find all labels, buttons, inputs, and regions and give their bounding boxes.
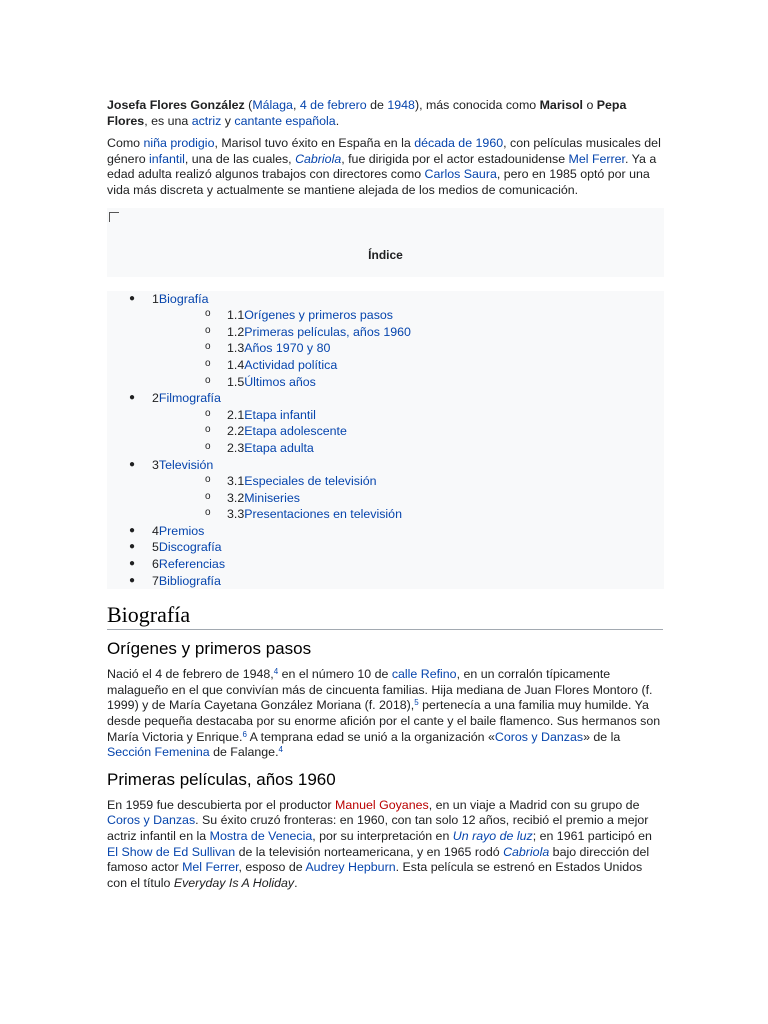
- bullet-icon: ●: [129, 524, 136, 536]
- toc-link[interactable]: Presentaciones en televisión: [244, 507, 402, 522]
- link-carlos-saura[interactable]: Carlos Saura: [424, 167, 497, 182]
- link-decada-1960[interactable]: década de 1960: [414, 136, 504, 151]
- toc-number: 4: [152, 523, 159, 538]
- circle-bullet-icon: o: [205, 424, 211, 436]
- subject-name: Josefa Flores González: [107, 98, 245, 112]
- alias-pepa-flores: Pepa Flores: [107, 98, 627, 128]
- toc-link[interactable]: Primeras películas, años 1960: [244, 324, 411, 339]
- toc-number: 3.1: [227, 474, 245, 489]
- toc-link[interactable]: Referencias: [158, 557, 226, 572]
- link-coros-y-danzas-2[interactable]: Coros y Danzas: [107, 813, 196, 828]
- toc-link[interactable]: Especiales de televisión: [244, 474, 377, 489]
- circle-bullet-icon: o: [205, 440, 211, 452]
- toc-item-5[interactable]: [107, 539, 664, 556]
- reference-marker[interactable]: 6: [242, 729, 247, 739]
- article-content: [107, 98, 663, 898]
- reference-marker[interactable]: 4: [278, 745, 283, 755]
- link-un-rayo-de-luz[interactable]: Un rayo de luz: [452, 829, 533, 843]
- toc-number: 2: [152, 391, 159, 406]
- toc-link[interactable]: Orígenes y primeros pasos: [244, 308, 393, 323]
- toc-item-3-2[interactable]: [107, 490, 664, 507]
- link-mel-ferrer[interactable]: Mel Ferrer: [568, 151, 625, 166]
- intro-paragraph-1: Josefa Flores González (Málaga, 4 de febrero de 1948), más conocida como Marisol o Pepa Flores, es una actriz y cantante española.: [107, 98, 627, 128]
- circle-bullet-icon: o: [205, 474, 211, 486]
- bullet-icon: ●: [129, 574, 136, 586]
- toc-list: [107, 291, 664, 590]
- toc-number: 1.5: [227, 374, 245, 389]
- link-coros-y-danzas[interactable]: Coros y Danzas: [494, 729, 584, 744]
- toc-number: 1.4: [227, 357, 245, 372]
- toc-link[interactable]: Bibliografía: [158, 573, 221, 588]
- link-cabriola-2[interactable]: Cabriola: [503, 844, 550, 859]
- link-seccion-femenina[interactable]: Sección Femenina: [107, 745, 210, 760]
- toc-number: 2.1: [227, 407, 245, 422]
- link-calle-refino[interactable]: calle Refino: [391, 667, 457, 682]
- link-cantante[interactable]: cantante española: [234, 113, 336, 128]
- toc-title: Índice: [368, 247, 403, 262]
- link-cabriola[interactable]: Cabriola: [295, 151, 342, 166]
- toc-number: 7: [152, 573, 159, 588]
- section-heading-primeras-peliculas: Primeras películas, años 1960: [107, 769, 336, 789]
- section-heading-origenes: Orígenes y primeros pasos: [107, 639, 312, 659]
- toc-item-2-1[interactable]: [107, 407, 664, 424]
- circle-bullet-icon: o: [205, 374, 211, 386]
- bullet-icon: ●: [129, 541, 136, 553]
- toc-item-2[interactable]: [107, 390, 664, 407]
- toc-item-7[interactable]: [107, 573, 664, 590]
- toc-link[interactable]: Televisión: [158, 457, 214, 472]
- toc-link[interactable]: Biografía: [158, 291, 209, 306]
- link-nina-prodigio[interactable]: niña prodigio: [143, 136, 215, 151]
- toc-item-4[interactable]: [107, 523, 664, 540]
- toc-item-1[interactable]: [107, 291, 664, 308]
- circle-bullet-icon: o: [205, 324, 211, 336]
- toc-link[interactable]: Premios: [158, 523, 205, 538]
- toc-number: 3: [152, 457, 159, 472]
- toc-number: 3.2: [227, 490, 245, 505]
- toc-number: 1.3: [227, 341, 245, 356]
- toc-item-1-3[interactable]: [107, 340, 664, 357]
- toc-link[interactable]: Miniseries: [244, 490, 301, 505]
- circle-bullet-icon: o: [205, 341, 211, 353]
- link-infantil[interactable]: infantil: [149, 151, 185, 166]
- toc-item-1-5[interactable]: [107, 374, 664, 391]
- reference-marker[interactable]: 5: [414, 698, 419, 708]
- link-mostra-venecia[interactable]: Mostra de Venecia: [209, 829, 313, 843]
- toc-number: 6: [152, 557, 159, 572]
- toc-number: 1: [152, 291, 159, 306]
- bullet-icon: ●: [129, 292, 136, 304]
- toc-link[interactable]: Filmografía: [158, 391, 221, 406]
- toc-link[interactable]: Años 1970 y 80: [244, 341, 331, 356]
- toc-item-2-2[interactable]: [107, 423, 664, 440]
- toc-item-1-2[interactable]: [107, 324, 664, 341]
- circle-bullet-icon: o: [205, 407, 211, 419]
- toc-item-1-4[interactable]: [107, 357, 664, 374]
- toc-item-3-1[interactable]: [107, 473, 664, 490]
- table-of-contents: [107, 208, 664, 590]
- toc-link[interactable]: Actividad política: [244, 357, 338, 372]
- bullet-icon: ●: [129, 558, 136, 570]
- bullet-icon: ●: [129, 458, 136, 470]
- toc-number: 2.3: [227, 440, 245, 455]
- toc-number: 1.2: [227, 324, 245, 339]
- toc-item-2-3[interactable]: [107, 440, 664, 457]
- film-title-english: Everyday Is A Holiday: [173, 875, 295, 890]
- link-malaga[interactable]: Málaga: [252, 98, 293, 112]
- toc-toggle-checkbox-icon[interactable]: [109, 212, 119, 222]
- toc-item-1-1[interactable]: [107, 307, 664, 324]
- circle-bullet-icon: o: [205, 490, 211, 502]
- toc-number: 3.3: [227, 507, 245, 522]
- toc-spacer: [107, 277, 664, 291]
- toc-item-3[interactable]: [107, 457, 664, 474]
- link-actriz[interactable]: actriz: [191, 113, 222, 128]
- circle-bullet-icon: o: [205, 507, 211, 519]
- link-birthdate[interactable]: 4 de febrero: [299, 98, 367, 112]
- link-ed-sullivan[interactable]: El Show de Ed Sullivan: [107, 844, 236, 859]
- toc-item-6[interactable]: [107, 556, 664, 573]
- reference-marker[interactable]: 4: [273, 667, 279, 677]
- toc-link[interactable]: Etapa adolescente: [244, 424, 347, 439]
- toc-link[interactable]: Discografía: [158, 540, 222, 555]
- link-audrey-hepburn[interactable]: Audrey Hepburn: [305, 860, 396, 875]
- toc-number: 2.2: [227, 424, 245, 439]
- toc-number: 1.1: [227, 308, 245, 323]
- link-mel-ferrer-2[interactable]: Mel Ferrer: [182, 860, 239, 875]
- circle-bullet-icon: o: [205, 357, 211, 369]
- intro-paragraph-2: Como niña prodigio, Marisol tuvo éxito en España en la década de 1960, con películas musicales del género infantil, una de las cuales, Cabriola, fue dirigida por el actor estadounidense Mel Ferrer. Ya a edad adulta realizó algunos trabajos con directores como Carlos Saura, pero en 1985 optó por una vida más discreta y actualmente se mantiene alejada de los medios de comunicación.: [107, 136, 661, 197]
- toc-item-3-3[interactable]: [107, 506, 664, 523]
- bullet-icon: ●: [129, 392, 136, 404]
- primeras-peliculas-paragraph: En 1959 fue descubierta por el productor Manuel Goyanes, en un viaje a Madrid con su grupo de Coros y Danzas. Su éxito cruzó fronteras: en 1960, con tan solo 12 años, recibió el premio a mejor actriz infantil en la Mostra de Venecia, por su interpretación en Un rayo de luz; en 1961 participó en El Show de Ed Sullivan de la televisión norteamericana, y en 1965 rodó Cabriola bajo dirección del famoso actor Mel Ferrer, esposo de Audrey Hepburn. Esta película se estrenó en Estados Unidos con el título Everyday Is A Holiday.: [107, 797, 652, 890]
- section-heading-biografia: Biografía: [107, 603, 663, 630]
- toc-link[interactable]: Etapa infantil: [244, 407, 316, 422]
- toc-header: [107, 208, 664, 277]
- toc-link[interactable]: Últimos años: [244, 374, 316, 389]
- circle-bullet-icon: o: [205, 308, 211, 320]
- link-1948[interactable]: 1948: [387, 98, 415, 112]
- toc-link[interactable]: Etapa adulta: [244, 440, 314, 455]
- origenes-paragraph: Nació el 4 de febrero de 1948,$^4$ en el número 10 de calle Refino, en un corralón típicamente malagueño en el que convivían más de cincuenta familias. Hija mediana de Juan Flores Montoro (f. 1999) y de María Cayetana González Moriana (f. 2018),$^5$ pertenecía a una familia muy humilde. Ya desde pequeña destacaba por su enorme afición por el cante y el baile flamenco. Sus hermanos son María Victoria y Enrique.$^6$ A temprana edad se unió a la organización «Coros y Danzas» de la Sección Femenina de Falange.$^4$: [107, 667, 661, 760]
- link-manuel-goyanes[interactable]: Manuel Goyanes: [335, 797, 429, 812]
- toc-number: 5: [152, 540, 159, 555]
- alias-marisol: Marisol: [539, 98, 583, 112]
